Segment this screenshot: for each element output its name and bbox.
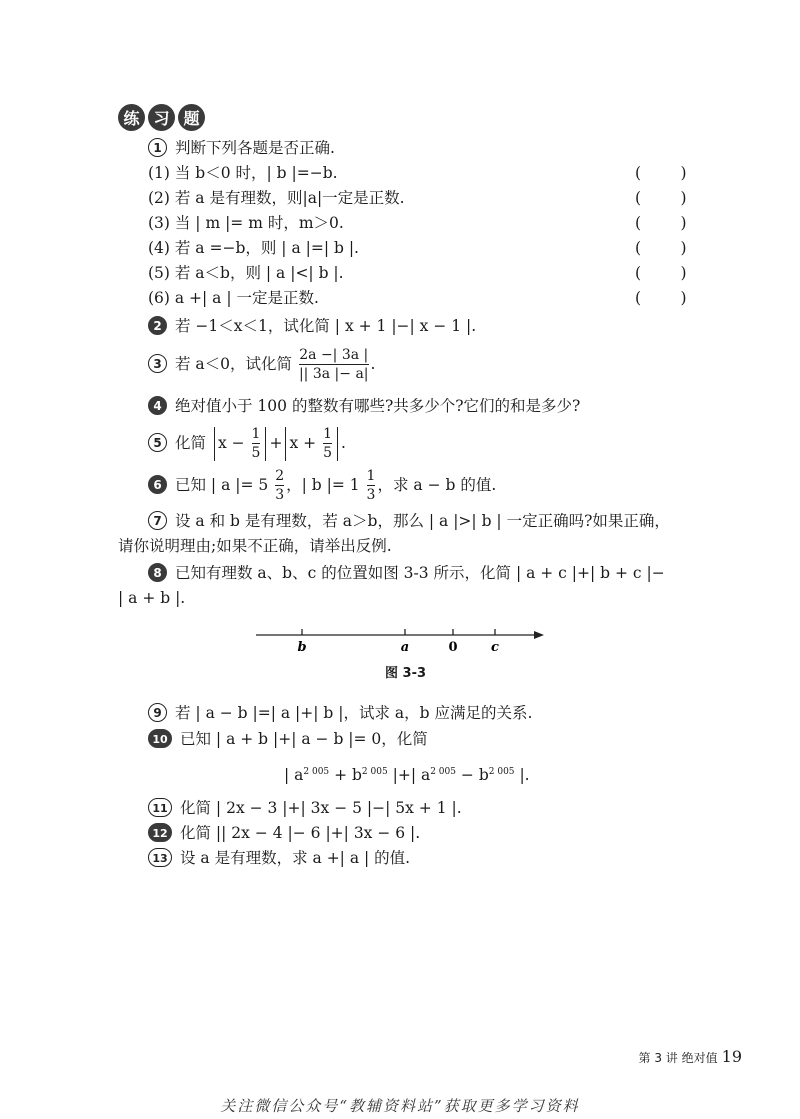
expr: x − bbox=[217, 434, 245, 452]
label-c: c bbox=[491, 640, 499, 655]
question-11 bbox=[148, 796, 462, 820]
abs-bar bbox=[214, 427, 215, 461]
answer-parens: ( ) bbox=[635, 214, 687, 232]
q10-expression bbox=[284, 760, 530, 787]
expr: | a bbox=[284, 766, 304, 785]
fraction bbox=[299, 347, 369, 383]
question-number: 5 bbox=[148, 433, 167, 452]
question-text: 已知 | a + b |+| a − b |= 0，化简 bbox=[180, 730, 428, 748]
expr: + b bbox=[329, 766, 362, 785]
numerator: 1 bbox=[323, 426, 332, 442]
question-3 bbox=[148, 342, 375, 386]
question-13 bbox=[148, 846, 410, 870]
exponent: 2 005 bbox=[430, 767, 456, 777]
question-text: 绝对值小于 100 的整数有哪些?共多少个?它们的和是多少? bbox=[175, 397, 581, 415]
abs-bar bbox=[337, 427, 338, 461]
question-text: 若 −1＜x＜1，试化简 | x + 1 |−| x − 1 |. bbox=[175, 317, 477, 335]
exponent: 2 005 bbox=[488, 767, 515, 777]
label-a: a bbox=[400, 640, 410, 655]
question-5 bbox=[148, 421, 346, 465]
question-number: 10 bbox=[148, 729, 172, 748]
header-char: 题 bbox=[178, 104, 205, 131]
question-text: 化简 || 2x − 4 |− 6 |+| 3x − 6 |. bbox=[180, 824, 421, 842]
question-text: 化简 | 2x − 3 |+| 3x − 5 |−| 5x + 1 |. bbox=[180, 799, 462, 817]
question-number: 12 bbox=[148, 823, 172, 842]
question-number: 1 bbox=[148, 138, 167, 157]
exponent: 2 005 bbox=[361, 767, 388, 777]
numerator: 2a −| 3a | bbox=[299, 347, 369, 363]
question-text: 判断下列各题是否正确. bbox=[175, 139, 335, 157]
question-4 bbox=[148, 394, 580, 418]
q1-item: (2) 若 a 是有理数，则|a|一定是正数. bbox=[148, 189, 405, 207]
number-line-figure bbox=[250, 620, 550, 660]
expr: |. bbox=[514, 766, 530, 785]
denominator: 3 bbox=[275, 487, 285, 503]
question-number: 7 bbox=[148, 511, 167, 530]
answer-parens: ( ) bbox=[635, 264, 687, 282]
fraction bbox=[323, 426, 332, 462]
q1-item: (4) 若 a =−b，则 | a |=| b |. bbox=[148, 239, 359, 257]
numerator: 1 bbox=[366, 468, 376, 484]
answer-parens: ( ) bbox=[635, 164, 687, 182]
question-number: 8 bbox=[148, 563, 167, 582]
question-6 bbox=[148, 465, 496, 505]
question-text: 若 | a − b |=| a |+| b |，试求 a，b 应满足的关系. bbox=[175, 704, 533, 722]
section-header-exercises bbox=[118, 104, 205, 131]
answer-parens: ( ) bbox=[635, 239, 687, 257]
page-footer bbox=[639, 1047, 742, 1066]
expr: |+| a bbox=[387, 766, 431, 785]
question-number: 2 bbox=[148, 316, 167, 335]
header-char: 习 bbox=[148, 104, 175, 131]
answer-parens: ( ) bbox=[635, 289, 687, 307]
numerator: 1 bbox=[251, 426, 261, 442]
question-text: 设 a 是有理数，求 a +| a | 的值. bbox=[180, 849, 411, 867]
header-char: 练 bbox=[118, 104, 145, 131]
question-number: 3 bbox=[148, 354, 167, 373]
fraction bbox=[275, 468, 284, 504]
label-b: b bbox=[297, 640, 307, 655]
q1-item: (1) 当 b＜0 时，| b |=−b. bbox=[148, 164, 338, 182]
q1-item: (6) a +| a | 一定是正数. bbox=[148, 289, 319, 307]
question-text: ，| b |= 1 bbox=[286, 476, 360, 494]
label-zero: 0 bbox=[448, 640, 458, 655]
answer-parens: ( ) bbox=[635, 189, 687, 207]
fraction bbox=[367, 468, 376, 504]
numerator: 2 bbox=[275, 468, 285, 484]
abs-bar bbox=[265, 427, 266, 461]
question-number: 13 bbox=[148, 848, 172, 867]
denominator: 3 bbox=[366, 487, 376, 503]
denominator: 5 bbox=[323, 445, 332, 461]
figure-caption: 图 3-3 bbox=[385, 666, 427, 681]
question-text: 已知 | a |= 5 bbox=[175, 476, 269, 494]
expr: + bbox=[269, 434, 283, 452]
question-10 bbox=[148, 727, 428, 751]
denominator: 5 bbox=[251, 445, 261, 461]
page-number: 19 bbox=[721, 1047, 742, 1066]
question-number: 9 bbox=[148, 703, 167, 722]
fraction bbox=[252, 426, 261, 462]
punctuation: . bbox=[340, 434, 346, 452]
question-1 bbox=[148, 136, 335, 160]
q1-item: (3) 当 | m |= m 时，m＞0. bbox=[148, 214, 344, 232]
question-number: 11 bbox=[148, 798, 172, 817]
question-text: ，求 a − b 的值. bbox=[377, 476, 497, 494]
question-number: 6 bbox=[148, 475, 167, 494]
q1-item: (5) 若 a＜b，则 | a |<| b |. bbox=[148, 264, 344, 282]
expr: x + bbox=[289, 434, 317, 452]
question-9 bbox=[148, 701, 532, 725]
abs-bar bbox=[285, 427, 286, 461]
question-text: 化简 bbox=[175, 434, 207, 452]
punctuation: . bbox=[370, 355, 376, 373]
watermark-text: 关注微信公众号“教辅资料站”获取更多学习资料 bbox=[220, 1097, 580, 1115]
question-text: 已知有理数 a、b、c 的位置如图 3-3 所示，化简 | a + c |+| b + c |− bbox=[175, 564, 665, 582]
chapter-title: 第 3 讲 绝对值 bbox=[638, 1051, 718, 1065]
question-12 bbox=[148, 821, 420, 845]
question-8 bbox=[148, 561, 665, 585]
question-text: 设 a 和 b 是有理数，若 a＞b，那么 | a |>| b | 一定正确吗?如果正确， bbox=[175, 512, 670, 530]
question-2 bbox=[148, 314, 476, 338]
question-7 bbox=[148, 509, 670, 533]
denominator: || 3a |− a| bbox=[298, 366, 369, 382]
arrow-icon bbox=[534, 631, 544, 639]
exponent: 2 005 bbox=[303, 767, 330, 777]
expr: − b bbox=[455, 766, 489, 785]
question-number: 4 bbox=[148, 396, 167, 415]
question-8-cont: | a + b |. bbox=[118, 589, 186, 607]
question-7-cont: 请你说明理由;如果不正确，请举出反例. bbox=[118, 537, 392, 555]
question-text: 若 a＜0，试化简 bbox=[175, 355, 293, 373]
